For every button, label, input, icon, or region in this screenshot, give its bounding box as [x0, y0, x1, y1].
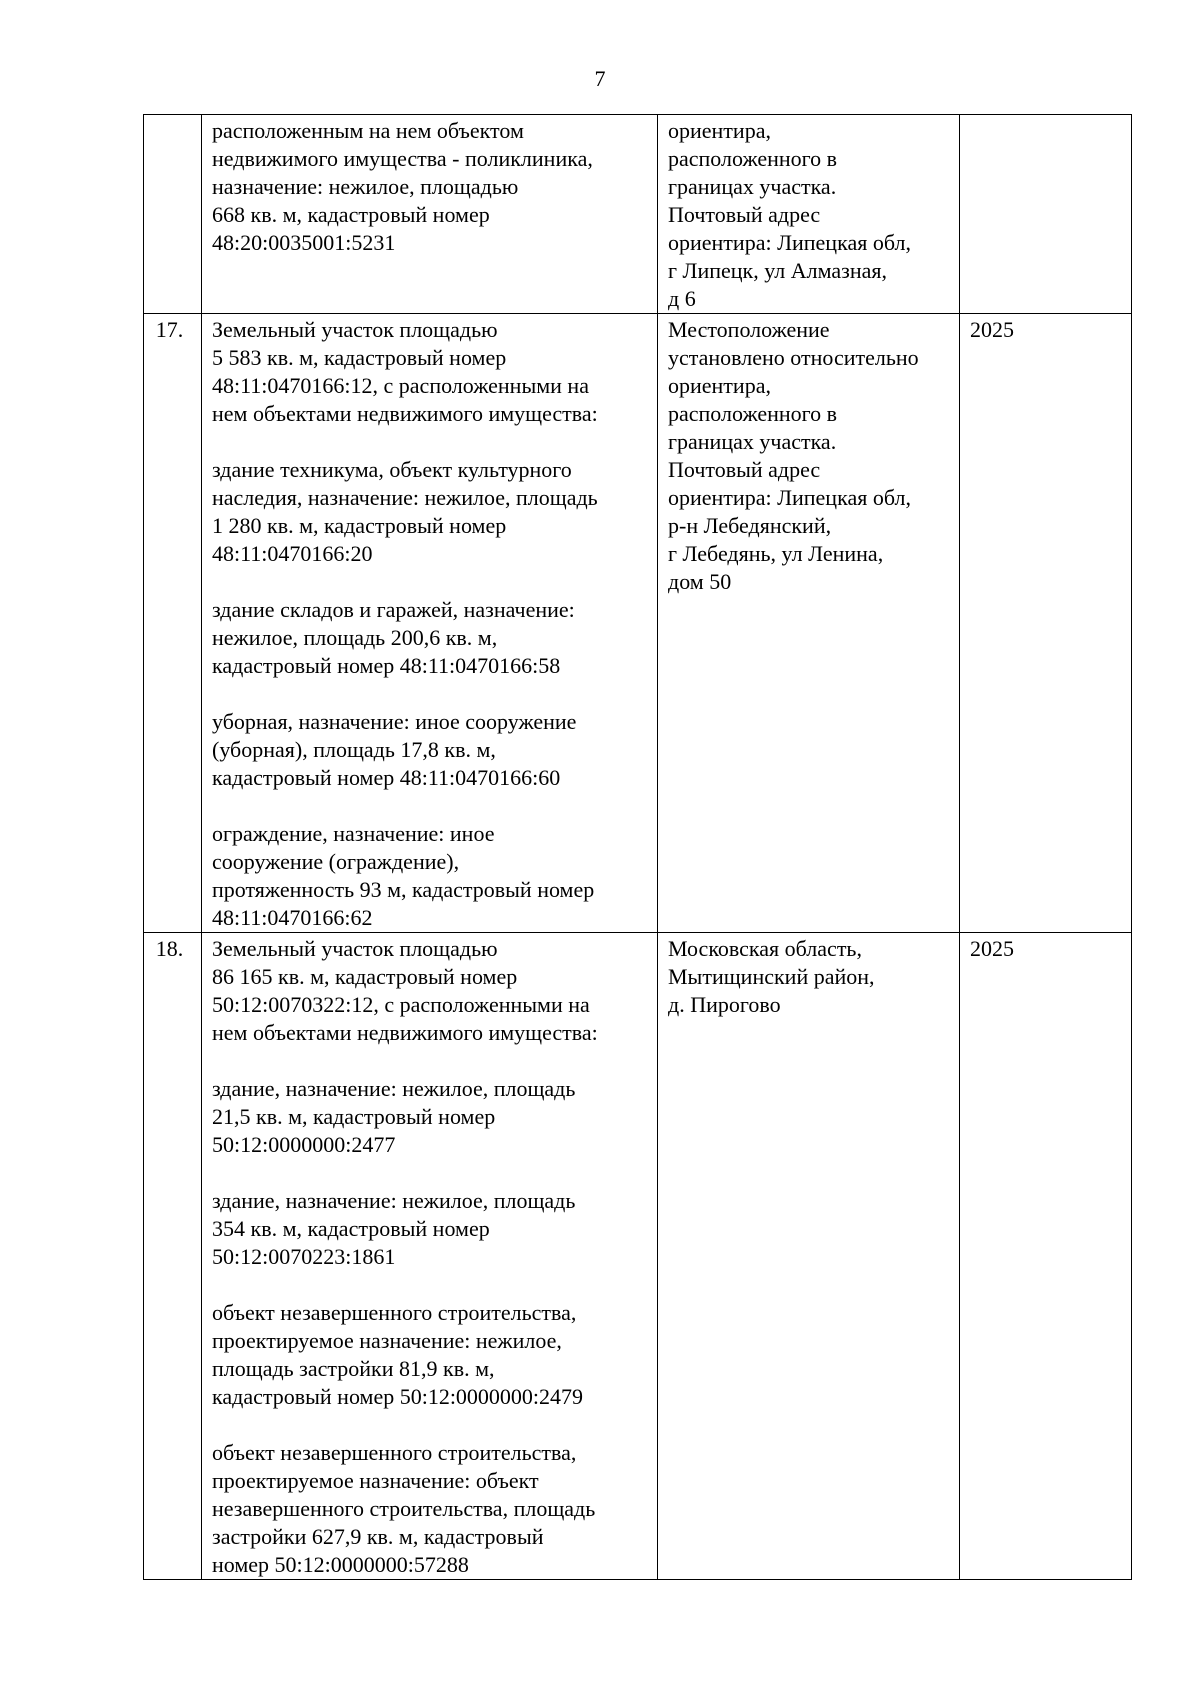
year-cell [960, 115, 1132, 314]
object-paragraph: объект незавершенного строительства, проектируемое назначение: нежилое, площадь застройки 81,9 кв. м, кадастровый номер 50:12:0000000:2479 [212, 1300, 584, 1409]
object-paragraph: здание техникума, объект культурного наследия, назначение: нежилое, площадь 1 280 кв. м, кадастровый номер 48:11:0470166:20 [212, 457, 598, 566]
object-cell [202, 314, 658, 933]
location-text: Московская область, Мытищинский район, д. Пирогово [668, 936, 875, 1017]
page-number: 7 [594, 66, 606, 91]
object-paragraph: уборная, назначение: иное сооружение (уборная), площадь 17,8 кв. м, кадастровый номер 48:11:0470166:60 [212, 709, 577, 790]
row-number: 17. [155, 317, 184, 342]
location-cell [658, 314, 960, 933]
table-row [144, 115, 1132, 314]
object-paragraph: расположенным на нем объектом недвижимого имущества - поликлиника, назначение: нежилое, площадью 668 кв. м, кадастровый номер 48:20:0035001:5231 [212, 118, 593, 255]
property-table [143, 114, 1132, 1580]
object-paragraph: здание, назначение: нежилое, площадь 21,5 кв. м, кадастровый номер 50:12:0000000:2477 [212, 1076, 576, 1157]
row-number: 18. [155, 936, 184, 961]
table-row [144, 933, 1132, 1580]
object-paragraph: Земельный участок площадью 5 583 кв. м, кадастровый номер 48:11:0470166:12, с расположенными на нем объектами недвижимого имущества: [212, 317, 598, 426]
row-number-cell [144, 933, 202, 1580]
location-cell [658, 115, 960, 314]
year-text: 2025 [970, 317, 1014, 342]
year-cell [960, 314, 1132, 933]
row-number-cell [144, 115, 202, 314]
object-cell [202, 115, 658, 314]
year-text: 2025 [970, 936, 1014, 961]
object-paragraph: Земельный участок площадью 86 165 кв. м, кадастровый номер 50:12:0070322:12, с расположенными на нем объектами недвижимого имущества: [212, 936, 598, 1045]
location-text: ориентира, расположенного в границах участка. Почтовый адрес ориентира: Липецкая обл, г Липецк, ул Алмазная, д 6 [668, 118, 911, 311]
location-text: Местоположение установлено относительно ориентира, расположенного в границах участка. Почтовый адрес ориентира: Липецкая обл, р-н Лебедянский, г Лебедянь, ул Ленина, дом 50 [668, 317, 919, 594]
location-cell [658, 933, 960, 1580]
object-paragraph: объект незавершенного строительства, проектируемое назначение: объект незавершенного строительства, площадь застройки 627,9 кв. м, кадастровый номер 50:12:0000000:57288 [212, 1440, 596, 1577]
row-number [144, 115, 195, 117]
object-paragraph: здание, назначение: нежилое, площадь 354 кв. м, кадастровый номер 50:12:0070223:1861 [212, 1188, 576, 1269]
object-paragraph: здание складов и гаражей, назначение: нежилое, площадь 200,6 кв. м, кадастровый номер 48:11:0470166:58 [212, 597, 575, 678]
year-cell [960, 933, 1132, 1580]
object-cell [202, 933, 658, 1580]
object-paragraph: ограждение, назначение: иное сооружение (ограждение), протяженность 93 м, кадастровый номер 48:11:0470166:62 [212, 821, 595, 930]
row-number-cell [144, 314, 202, 933]
table-row [144, 314, 1132, 933]
